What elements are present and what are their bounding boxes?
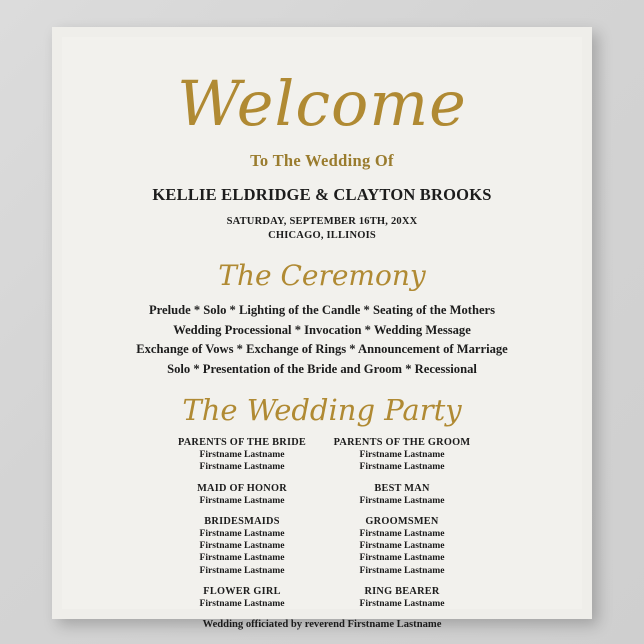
party-member: Firstname Lastname	[359, 597, 445, 609]
welcome-heading: Welcome	[177, 67, 467, 140]
party-group-best-man	[322, 483, 482, 507]
party-role-label: BRIDESMAIDS	[204, 515, 280, 527]
party-row	[162, 516, 482, 577]
party-group-parents-groom	[322, 437, 482, 474]
party-member: Firstname Lastname	[199, 540, 285, 552]
party-role-label: FLOWER GIRL	[203, 585, 281, 597]
party-member: Firstname Lastname	[359, 527, 445, 539]
party-group-parents-bride	[162, 437, 322, 474]
party-member: Firstname Lastname	[199, 527, 285, 539]
wedding-date: SATURDAY, SEPTEMBER 16TH, 20XX	[226, 216, 418, 227]
party-role-label: PARENTS OF THE GROOM	[333, 437, 471, 449]
party-group-groomsmen	[322, 516, 482, 577]
party-member: Firstname Lastname	[199, 461, 285, 473]
party-role-label: GROOMSMEN	[365, 515, 439, 527]
wedding-location: CHICAGO, ILLINOIS	[268, 230, 376, 242]
couple-names: KELLIE ELDRIDGE & CLAYTON BROOKS	[152, 185, 492, 204]
party-member: Firstname Lastname	[199, 597, 285, 609]
ceremony-line: Exchange of Vows * Exchange of Rings * Announcement of Marriage	[136, 342, 508, 357]
ceremony-program-list	[62, 301, 582, 379]
party-member: Firstname Lastname	[359, 540, 445, 552]
party-group-flower-girl	[162, 586, 322, 610]
ceremony-line: Solo * Presentation of the Bride and Groom * Recessional	[167, 361, 477, 376]
party-row	[162, 437, 482, 474]
party-member: Firstname Lastname	[199, 449, 285, 461]
party-member: Firstname Lastname	[359, 494, 445, 506]
officiant-line: Wedding officiated by reverend Firstname Lastname	[202, 619, 442, 631]
wedding-party-title: The Wedding Party	[182, 393, 462, 428]
ceremony-line: Wedding Processional * Invocation * Wedding Message	[173, 322, 471, 337]
date-location	[62, 215, 582, 243]
wedding-party-list	[162, 437, 482, 610]
party-role-label: RING BEARER	[364, 585, 440, 597]
party-group-ring-bearer	[322, 586, 482, 610]
ceremony-line: Prelude * Solo * Lighting of the Candle * Seating of the Mothers	[148, 303, 496, 318]
party-group-bridesmaids	[162, 516, 322, 577]
ceremony-title: The Ceremony	[218, 259, 426, 293]
party-role-label: BEST MAN	[374, 482, 430, 494]
wedding-subheading: To The Wedding Of	[250, 151, 394, 170]
party-member: Firstname Lastname	[359, 449, 445, 461]
party-row	[162, 586, 482, 610]
party-row	[162, 483, 482, 507]
party-member: Firstname Lastname	[359, 552, 445, 564]
party-member: Firstname Lastname	[359, 564, 445, 576]
party-member: Firstname Lastname	[199, 552, 285, 564]
poster-content	[62, 37, 582, 630]
party-role-label: MAID OF HONOR	[197, 482, 287, 494]
poster-paper	[62, 37, 582, 631]
party-role-label: PARENTS OF THE BRIDE	[177, 437, 307, 449]
party-group-maid-of-honor	[162, 483, 322, 507]
party-member: Firstname Lastname	[199, 564, 285, 576]
party-member: Firstname Lastname	[359, 461, 445, 473]
wedding-program-poster	[52, 27, 592, 631]
party-member: Firstname Lastname	[199, 494, 285, 506]
